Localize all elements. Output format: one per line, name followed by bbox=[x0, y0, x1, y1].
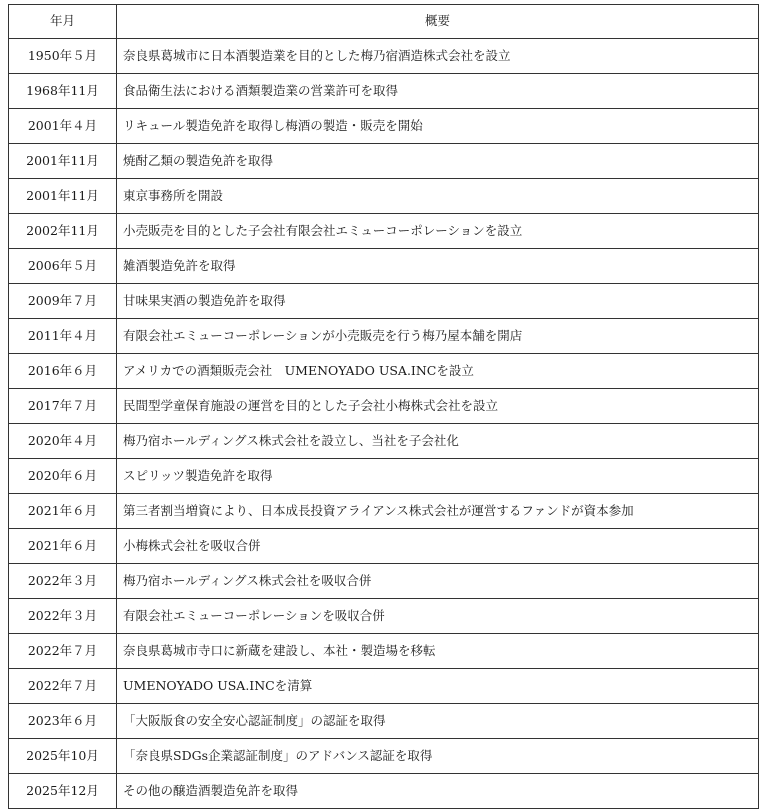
table-body bbox=[9, 39, 759, 809]
row-date: 1968年11月 bbox=[9, 74, 117, 109]
table-row bbox=[9, 634, 759, 669]
table-row bbox=[9, 599, 759, 634]
row-summary: 甘味果実酒の製造免許を取得 bbox=[117, 284, 759, 319]
row-summary: 東京事務所を開設 bbox=[117, 179, 759, 214]
row-summary: 第三者割当増資により、日本成長投資アライアンス株式会社が運営するファンドが資本参加 bbox=[117, 494, 759, 529]
row-date: 2022年７月 bbox=[9, 669, 117, 704]
row-summary: 雑酒製造免許を取得 bbox=[117, 249, 759, 284]
row-summary: UMENOYADO USA.INCを清算 bbox=[117, 669, 759, 704]
row-date: 2020年６月 bbox=[9, 459, 117, 494]
row-date: 2025年12月 bbox=[9, 774, 117, 809]
row-date: 2016年６月 bbox=[9, 354, 117, 389]
table-row bbox=[9, 494, 759, 529]
row-date: 2009年７月 bbox=[9, 284, 117, 319]
table-row bbox=[9, 424, 759, 459]
table-row bbox=[9, 319, 759, 354]
table-row bbox=[9, 774, 759, 809]
row-date: 2001年４月 bbox=[9, 109, 117, 144]
row-summary: 有限会社エミューコーポレーションを吸収合併 bbox=[117, 599, 759, 634]
table-row bbox=[9, 179, 759, 214]
row-date: 2022年３月 bbox=[9, 599, 117, 634]
row-summary: 食品衛生法における酒類製造業の営業許可を取得 bbox=[117, 74, 759, 109]
row-summary: 民間型学童保育施設の運営を目的とした子会社小梅株式会社を設立 bbox=[117, 389, 759, 424]
row-summary: 有限会社エミューコーポレーションが小売販売を行う梅乃屋本舗を開店 bbox=[117, 319, 759, 354]
row-date: 2021年６月 bbox=[9, 529, 117, 564]
table-row bbox=[9, 284, 759, 319]
row-date: 2020年４月 bbox=[9, 424, 117, 459]
company-history-table bbox=[8, 4, 759, 809]
header-summary: 概要 bbox=[117, 5, 759, 39]
row-summary: アメリカでの酒類販売会社 UMENOYADO USA.INCを設立 bbox=[117, 354, 759, 389]
table-row bbox=[9, 109, 759, 144]
header-date: 年月 bbox=[9, 5, 117, 39]
table-header-row bbox=[9, 5, 759, 39]
row-summary: その他の醸造酒製造免許を取得 bbox=[117, 774, 759, 809]
row-summary: 「奈良県SDGs企業認証制度」のアドバンス認証を取得 bbox=[117, 739, 759, 774]
row-date: 2025年10月 bbox=[9, 739, 117, 774]
table-row bbox=[9, 529, 759, 564]
row-summary: リキュール製造免許を取得し梅酒の製造・販売を開始 bbox=[117, 109, 759, 144]
row-summary: 奈良県葛城市寺口に新蔵を建設し、本社・製造場を移転 bbox=[117, 634, 759, 669]
row-date: 1950年５月 bbox=[9, 39, 117, 74]
row-date: 2006年５月 bbox=[9, 249, 117, 284]
row-date: 2017年７月 bbox=[9, 389, 117, 424]
row-date: 2022年７月 bbox=[9, 634, 117, 669]
row-date: 2002年11月 bbox=[9, 214, 117, 249]
row-date: 2011年４月 bbox=[9, 319, 117, 354]
table-row bbox=[9, 354, 759, 389]
table-row bbox=[9, 739, 759, 774]
table-row bbox=[9, 249, 759, 284]
table-row bbox=[9, 389, 759, 424]
row-date: 2023年６月 bbox=[9, 704, 117, 739]
table-row bbox=[9, 459, 759, 494]
table-row bbox=[9, 564, 759, 599]
table-row bbox=[9, 144, 759, 179]
row-date: 2021年６月 bbox=[9, 494, 117, 529]
table-row bbox=[9, 704, 759, 739]
row-summary: 奈良県葛城市に日本酒製造業を目的とした梅乃宿酒造株式会社を設立 bbox=[117, 39, 759, 74]
row-date: 2001年11月 bbox=[9, 179, 117, 214]
row-summary: 「大阪版食の安全安心認証制度」の認証を取得 bbox=[117, 704, 759, 739]
table-row bbox=[9, 669, 759, 704]
row-summary: 梅乃宿ホールディングス株式会社を設立し、当社を子会社化 bbox=[117, 424, 759, 459]
row-date: 2001年11月 bbox=[9, 144, 117, 179]
row-summary: 小売販売を目的とした子会社有限会社エミューコーポレーションを設立 bbox=[117, 214, 759, 249]
row-summary: 焼酎乙類の製造免許を取得 bbox=[117, 144, 759, 179]
row-summary: 小梅株式会社を吸収合併 bbox=[117, 529, 759, 564]
table-row bbox=[9, 39, 759, 74]
row-summary: スピリッツ製造免許を取得 bbox=[117, 459, 759, 494]
row-summary: 梅乃宿ホールディングス株式会社を吸収合併 bbox=[117, 564, 759, 599]
table-row bbox=[9, 74, 759, 109]
table-row bbox=[9, 214, 759, 249]
row-date: 2022年３月 bbox=[9, 564, 117, 599]
